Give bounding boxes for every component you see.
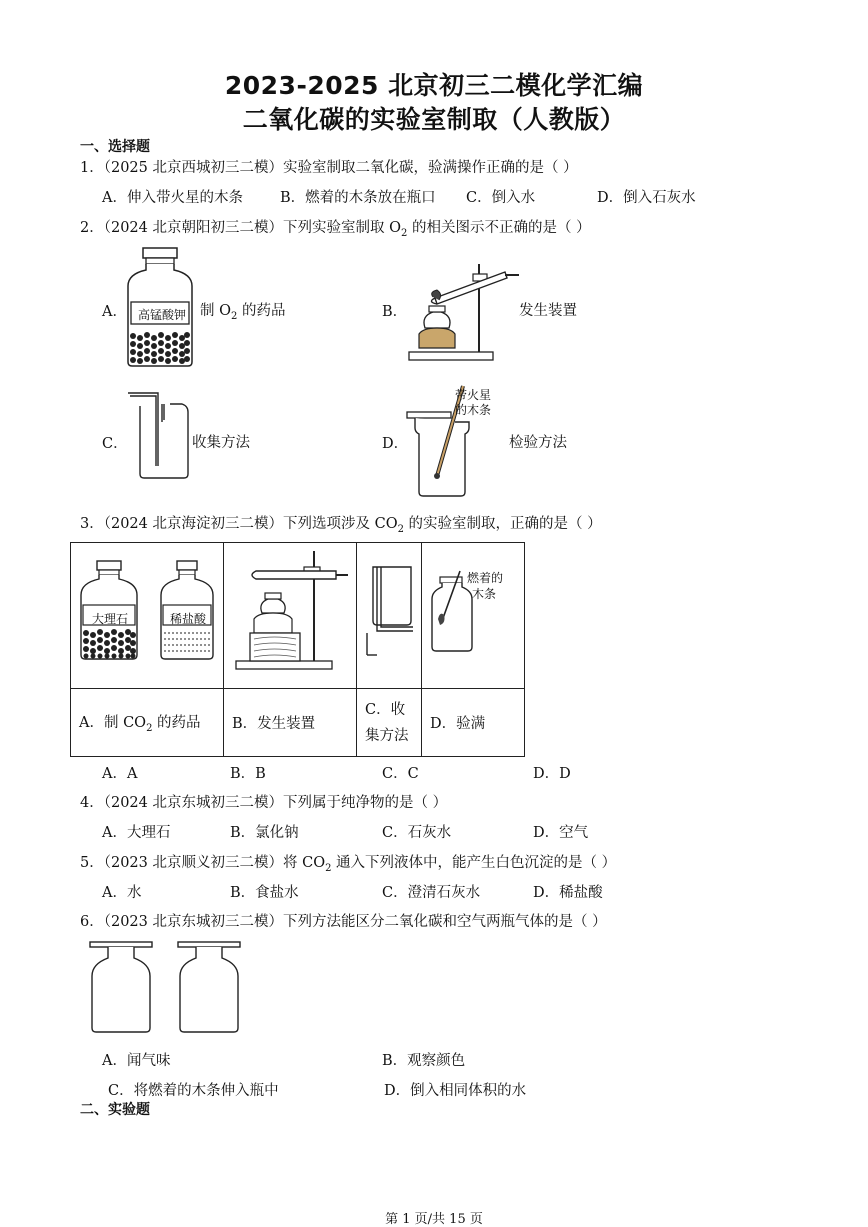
question-1-stem: 1．（2025 北京西城初三二模）实验室制取二氧化碳，验满操作正确的是（ ） xyxy=(80,160,578,176)
gas-collection-bottle-icon xyxy=(126,392,192,484)
table-cell-label-c: C．收 集方法 xyxy=(357,689,422,757)
question-3-option-a[interactable]: A．A xyxy=(102,766,138,782)
page-title-line1: 2023-2025 北京初三二模化学汇编 xyxy=(224,71,644,100)
burning-stick-note-line1: 燃着的 xyxy=(467,571,504,585)
question-4-option-b[interactable]: B．氯化钠 xyxy=(230,825,299,841)
question-2-option-c-text: 收集方法 xyxy=(192,435,250,451)
page-number: 第 1 页/共 15 页 xyxy=(385,1212,483,1227)
heating-apparatus-icon xyxy=(232,547,350,673)
question-2-option-d-text: 检验方法 xyxy=(509,435,567,451)
question-5-option-b[interactable]: B．食盐水 xyxy=(230,885,299,901)
table-cell-label-a: A．制 $CO_2$ 的药品 xyxy=(71,689,224,757)
question-1-option-a[interactable]: A．伸入带火星的木条 xyxy=(102,190,243,206)
bottle-label-marble: 大理石 xyxy=(91,612,128,626)
question-3-option-c[interactable]: C．C xyxy=(382,766,419,782)
question-6-option-c[interactable]: C．将燃着的木条伸入瓶中 xyxy=(108,1083,279,1099)
section-heading-choice: 一、选择题 xyxy=(80,139,150,155)
question-5-option-a[interactable]: A．水 xyxy=(102,885,142,901)
section-heading-experiment: 二、实验题 xyxy=(80,1102,150,1118)
question-2-option-b-text: 发生装置 xyxy=(519,303,577,319)
question-4-option-c[interactable]: C．石灰水 xyxy=(382,825,452,841)
question-2-stem: 2．（2024 北京朝阳初三二模）下列实验室制取 $O_2$ 的相关图示不正确的是（ ） xyxy=(80,220,591,239)
question-2-option-d-letter[interactable]: D． xyxy=(382,436,409,452)
page-title-line2: 二氧化碳的实验室制取（人教版） xyxy=(242,105,626,134)
burning-stick-note-line2: 木条 xyxy=(472,587,497,601)
bottle-label-dilute-hcl: 稀盐酸 xyxy=(169,612,206,626)
question-6-stem: 6．（2023 北京东城初三二模）下列方法能区分二氧化碳和空气两瓶气体的是（ ） xyxy=(80,914,607,930)
upward-collection-icon xyxy=(365,563,415,663)
test-note-line1: 带火星 xyxy=(455,388,492,402)
question-3-option-b[interactable]: B．B xyxy=(230,766,266,782)
question-2-option-a-letter[interactable]: A． xyxy=(102,304,127,320)
question-6-option-b[interactable]: B．观察颜色 xyxy=(382,1053,466,1069)
question-4-option-d[interactable]: D．空气 xyxy=(533,825,589,841)
question-1-option-d[interactable]: D．倒入石灰水 xyxy=(597,190,696,206)
question-3-option-d[interactable]: D．D xyxy=(533,766,571,782)
question-5-option-c[interactable]: C．澄清石灰水 xyxy=(382,885,481,901)
question-2-option-b-letter[interactable]: B． xyxy=(382,304,408,320)
table-cell-reagents xyxy=(71,543,224,689)
question-6-option-a[interactable]: A．闻气味 xyxy=(102,1053,171,1069)
question-3-stem: 3．（2024 北京海淀初三二模）下列选项涉及 $CO_2$ 的实验室制取，正确的是（ ） xyxy=(80,516,602,535)
question-2-option-c-letter[interactable]: C． xyxy=(102,436,128,452)
table-cell-apparatus xyxy=(224,543,357,689)
test-note-line2: 的木条 xyxy=(455,403,492,417)
table-cell-collection xyxy=(357,543,422,689)
table-cell-full-check xyxy=(422,543,525,689)
table-cell-label-d: D．验满 xyxy=(422,689,525,757)
two-gas-bottles-icon xyxy=(88,940,248,1036)
question-4-option-a[interactable]: A．大理石 xyxy=(102,825,171,841)
question-1-option-b[interactable]: B．燃着的木条放在瓶口 xyxy=(280,190,436,206)
table-cell-label-b: B．发生装置 xyxy=(224,689,357,757)
question-1-option-c[interactable]: C．倒入水 xyxy=(466,190,536,206)
question-5-option-d[interactable]: D．稀盐酸 xyxy=(533,885,603,901)
question-2-option-a-text: 制 $O_2$ 的药品 xyxy=(200,303,286,322)
question-4-stem: 4．（2024 北京东城初三二模）下列属于纯净物的是（ ） xyxy=(80,795,448,811)
question-6-option-d[interactable]: D．倒入相同体积的水 xyxy=(384,1083,527,1099)
gas-generation-apparatus-icon xyxy=(405,250,525,364)
question-5-stem: 5．（2023 北京顺义初三二模）将 $CO_2$ 通入下列液体中，能产生白色沉淀的是（ ） xyxy=(80,855,617,874)
bottle-label-kmno4: 高锰酸钾 xyxy=(137,308,186,322)
question-3-table xyxy=(70,542,525,757)
